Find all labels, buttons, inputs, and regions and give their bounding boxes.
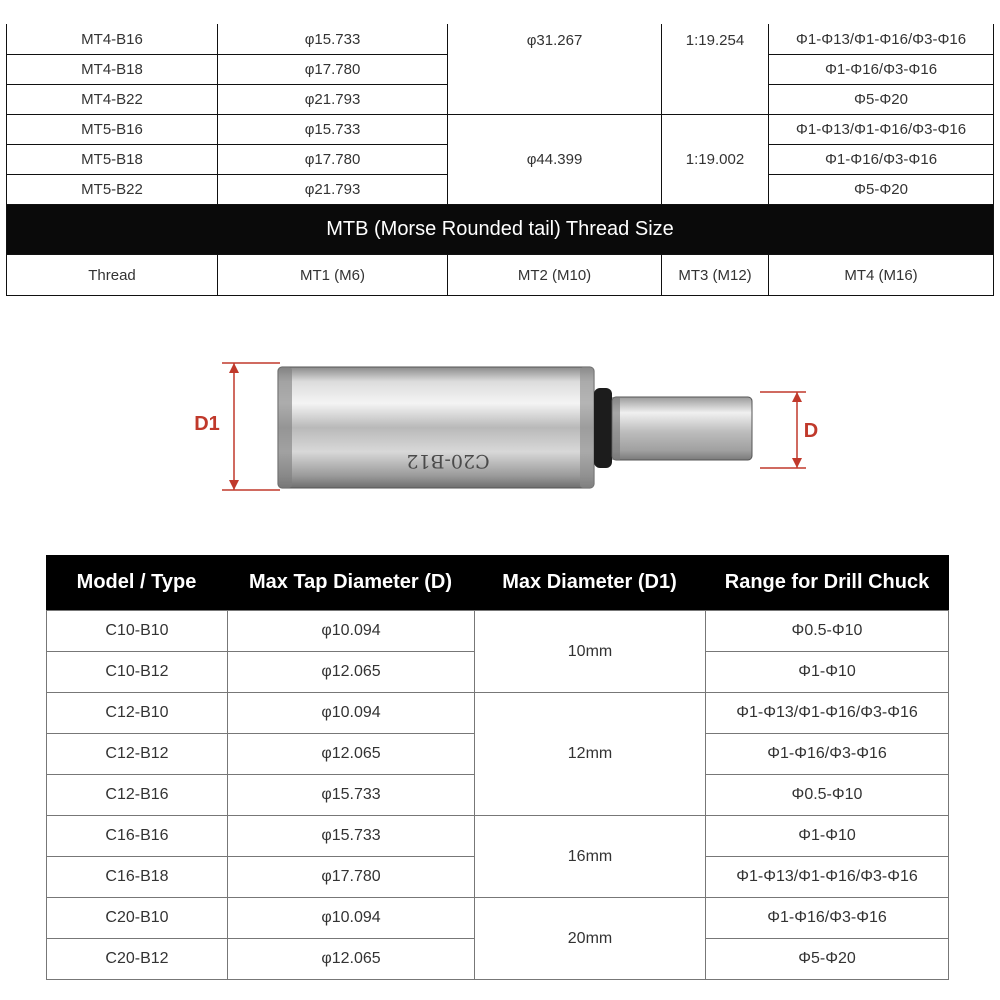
table-cell-model: MT4-B16: [6, 24, 218, 55]
table-cell-drill: Φ1-Φ13/Φ1-Φ16/Φ3-Φ16: [768, 24, 994, 55]
table-cell-drill: Φ1-Φ16/Φ3-Φ16: [768, 54, 994, 85]
table-cell-model: MT4-B18: [6, 54, 218, 85]
header-max-tap: Max Tap Diameter (D): [227, 555, 474, 610]
table-cell-drill: Φ1-Φ16/Φ3-Φ16: [768, 144, 994, 175]
drill-chuck-adapter-drawing: [0, 330, 1000, 530]
table-cell-drill: Φ5-Φ20: [768, 84, 994, 115]
table-cell-tap: φ17.780: [217, 144, 448, 175]
morse-taper-table: [6, 24, 994, 296]
table-cell-drill: Φ0.5-Φ10: [705, 774, 949, 816]
table-cell-tap: φ15.733: [217, 24, 448, 55]
table-cell-mt5-diameter: φ44.399: [447, 114, 662, 205]
table-cell-tap: φ15.733: [227, 815, 475, 857]
thread-value: MT2 (M10): [447, 254, 662, 296]
table-cell-drill: Φ0.5-Φ10: [705, 610, 949, 652]
engraving-text: C20-B12: [406, 450, 490, 472]
table-cell-drill: Φ1-Φ10: [705, 815, 949, 857]
table-cell-model: C20-B12: [46, 938, 228, 980]
table-cell-tap: φ17.780: [227, 856, 475, 898]
table-cell-tap: φ10.094: [227, 692, 475, 734]
table-cell-model: MT5-B18: [6, 144, 218, 175]
thread-value: MT4 (M16): [768, 254, 994, 296]
table-cell-model: C10-B10: [46, 610, 228, 652]
section-title-band: MTB (Morse Rounded tail) Thread Size: [6, 204, 994, 255]
table-cell-group-diameter: 12mm: [474, 692, 706, 816]
table-cell-tap: φ21.793: [217, 174, 448, 205]
table-cell-tap: φ10.094: [227, 897, 475, 939]
table-cell-tap: φ15.733: [217, 114, 448, 145]
table-cell-mt4-diameter: φ31.267: [447, 24, 662, 115]
table-cell-drill: Φ5-Φ20: [768, 174, 994, 205]
table-cell-tap: φ15.733: [227, 774, 475, 816]
table-cell-model: C12-B10: [46, 692, 228, 734]
table-cell-group-diameter: 20mm: [474, 897, 706, 980]
d1-label: D1: [194, 413, 220, 435]
table-cell-model: C20-B10: [46, 897, 228, 939]
header-model: Model / Type: [46, 555, 227, 610]
table-cell-mt5-taper: 1:19.002: [661, 114, 769, 205]
d-dimension: [760, 392, 818, 468]
table-cell-model: C12-B16: [46, 774, 228, 816]
table-cell-mt4-taper: 1:19.254: [661, 24, 769, 115]
header-max-diameter: Max Diameter (D1): [474, 555, 705, 610]
table-cell-tap: φ12.065: [227, 733, 475, 775]
table-cell-drill: Φ1-Φ10: [705, 651, 949, 693]
thread-value: MT1 (M6): [217, 254, 448, 296]
table-cell-model: MT4-B22: [6, 84, 218, 115]
table-cell-model: C16-B18: [46, 856, 228, 898]
d1-dimension: [194, 363, 280, 490]
table-cell-tap: φ17.780: [217, 54, 448, 85]
table-cell-model: C16-B16: [46, 815, 228, 857]
table-cell-drill: Φ1-Φ13/Φ1-Φ16/Φ3-Φ16: [705, 692, 949, 734]
d-label: D: [803, 420, 819, 442]
table-cell-model: MT5-B22: [6, 174, 218, 205]
table-cell-tap: φ10.094: [227, 610, 475, 652]
table-cell-drill: Φ1-Φ13/Φ1-Φ16/Φ3-Φ16: [705, 856, 949, 898]
table-cell-group-diameter: 16mm: [474, 815, 706, 898]
table-cell-model: C10-B12: [46, 651, 228, 693]
table-cell-model: C12-B12: [46, 733, 228, 775]
table-cell-tap: φ12.065: [227, 651, 475, 693]
table-cell-drill: Φ1-Φ16/Φ3-Φ16: [705, 733, 949, 775]
table-cell-drill: Φ1-Φ16/Φ3-Φ16: [705, 897, 949, 939]
product-illustration: [0, 330, 1000, 530]
thread-row-label: Thread: [6, 254, 218, 296]
table-cell-tap: φ21.793: [217, 84, 448, 115]
table-cell-group-diameter: 10mm: [474, 610, 706, 693]
header-drill-range: Range for Drill Chuck: [705, 555, 949, 610]
table-cell-drill: Φ1-Φ13/Φ1-Φ16/Φ3-Φ16: [768, 114, 994, 145]
thread-value: MT3 (M12): [661, 254, 769, 296]
table-cell-drill: Φ5-Φ20: [705, 938, 949, 980]
table-cell-tap: φ12.065: [227, 938, 475, 980]
table-cell-model: MT5-B16: [6, 114, 218, 145]
